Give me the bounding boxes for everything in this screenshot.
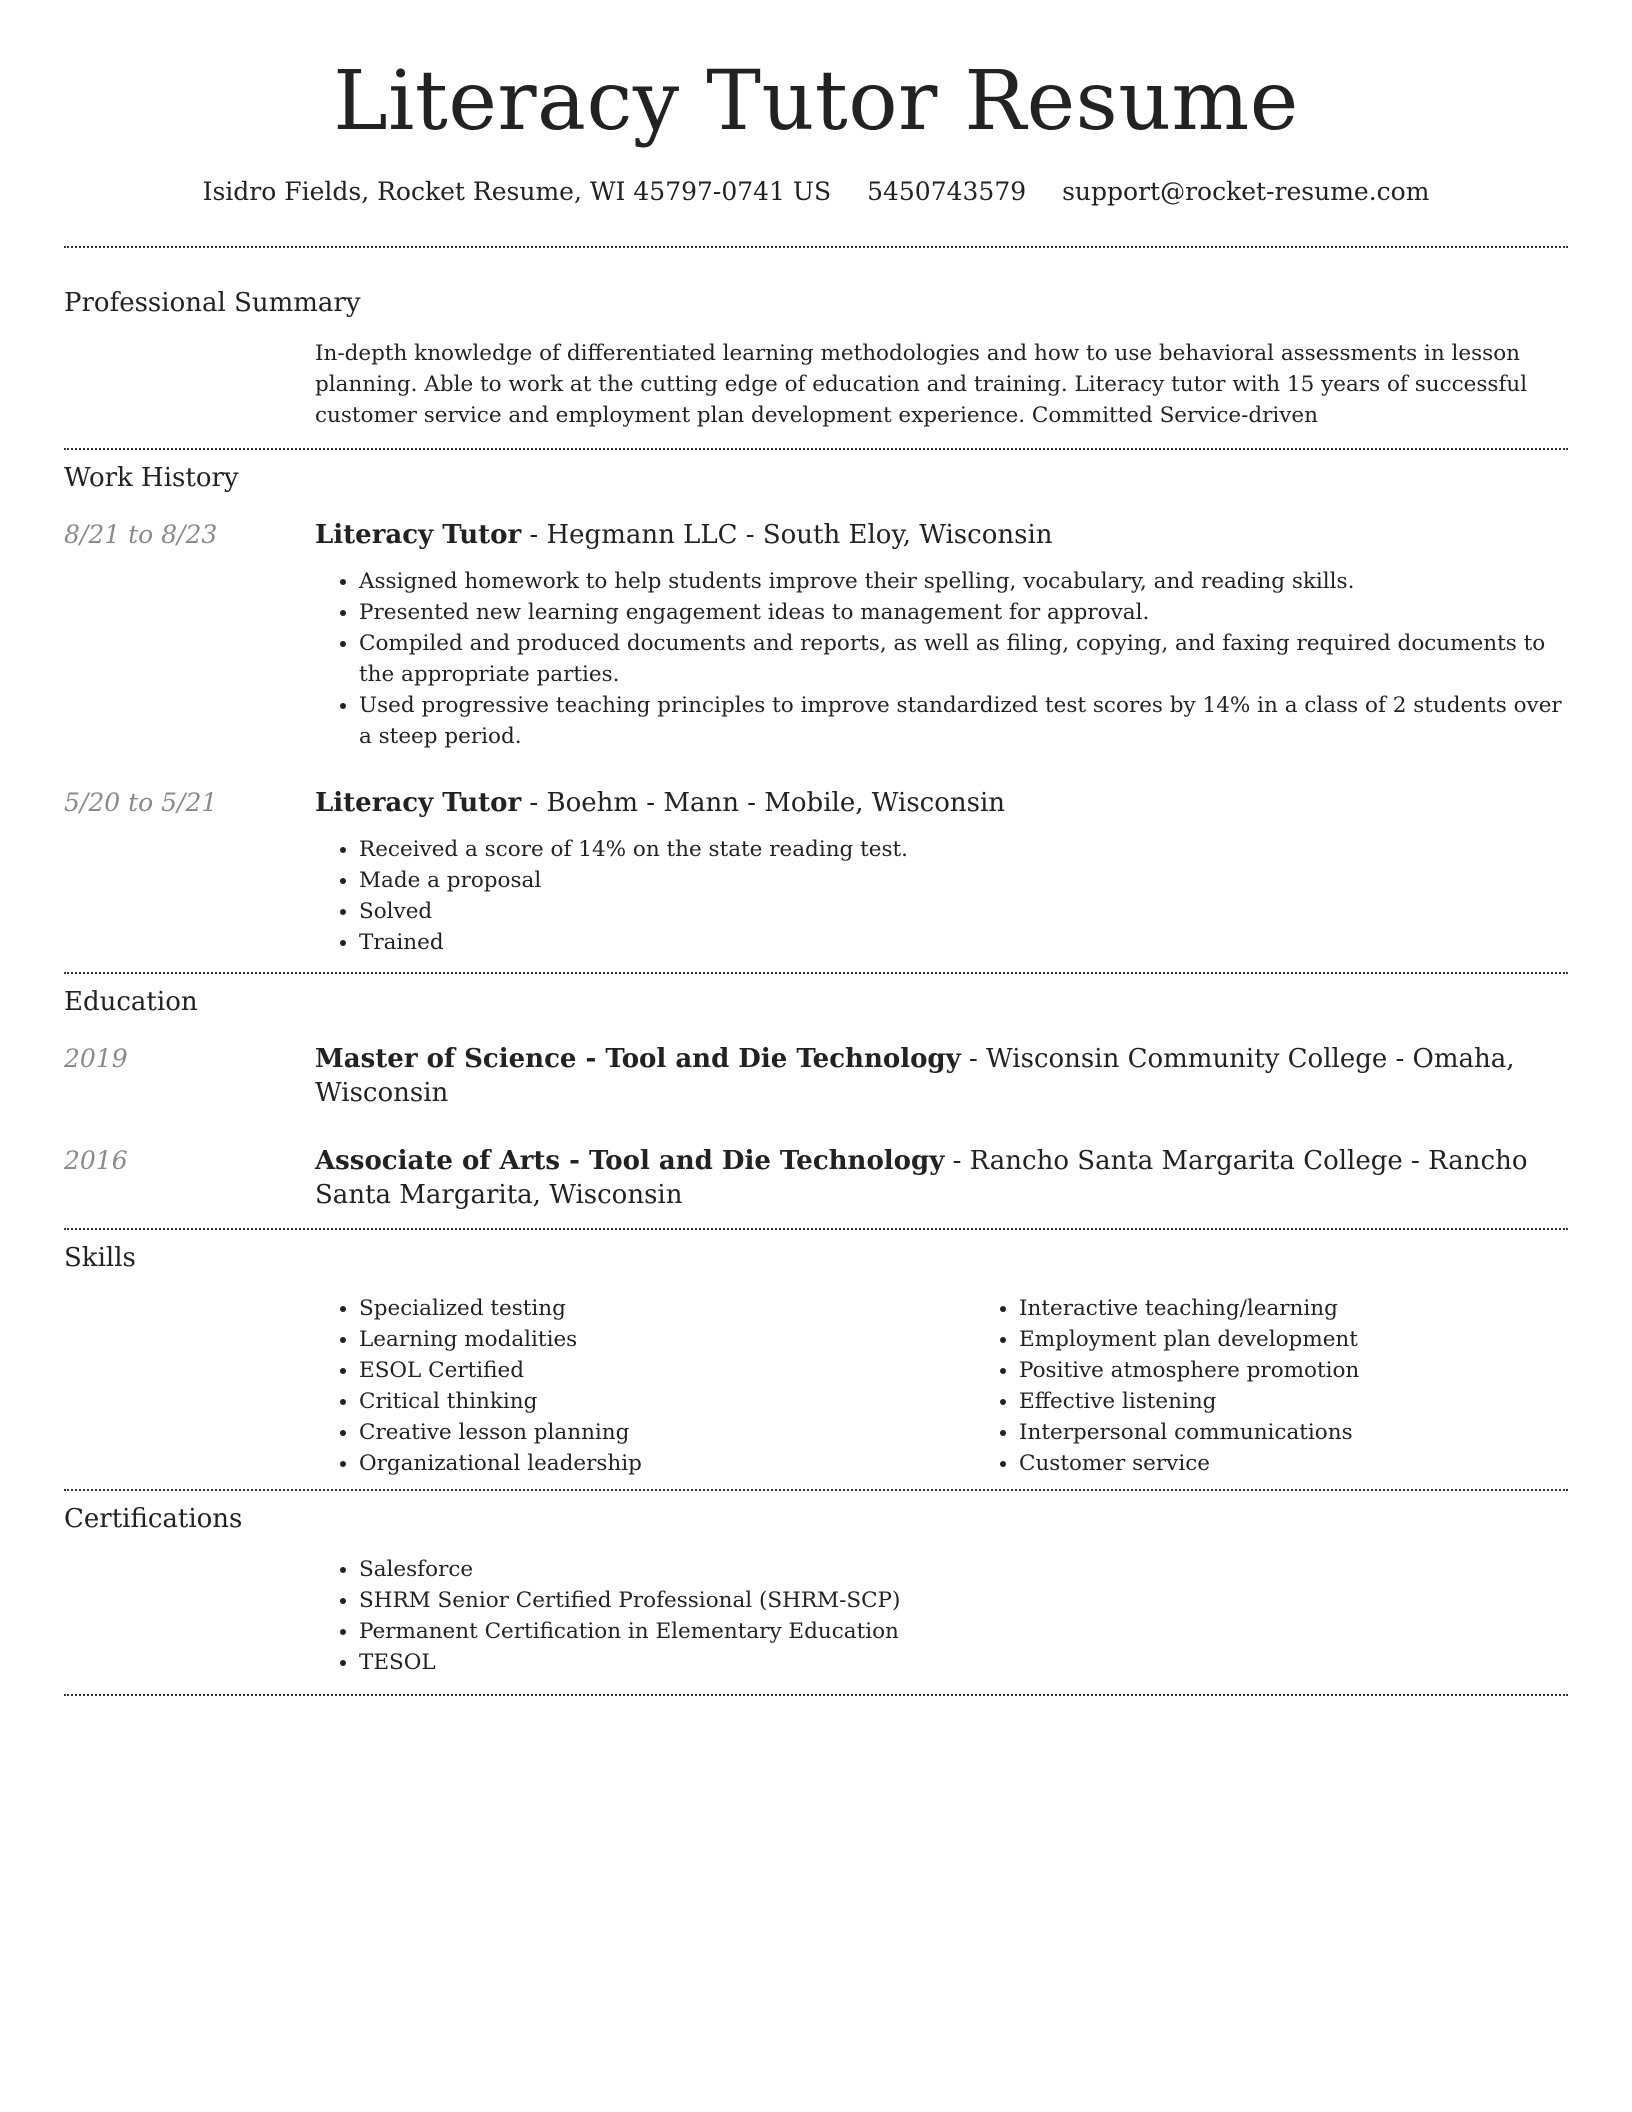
list-item: • Critical thinking: [359, 1386, 975, 1417]
list-item: • Interpersonal communications: [1019, 1417, 1632, 1448]
list-item: • Solved: [359, 896, 1568, 927]
section-divider: [64, 1228, 1568, 1230]
job-employer: - Hegmann LLC - South Eloy, Wisconsin: [521, 520, 1053, 550]
list-item: • Employment plan development: [1019, 1324, 1632, 1355]
education-degree: Master of Science - Tool and Die Technology: [315, 1044, 961, 1074]
certifications-heading: Certifications: [64, 1504, 243, 1534]
list-item: • Learning modalities: [359, 1324, 975, 1355]
section-divider: [64, 1489, 1568, 1491]
job-entry: [64, 518, 1568, 752]
job-heading: [315, 518, 1568, 552]
list-item: • Compiled and produced documents and reports, as well as filing, copying, and faxing required documents to the appropriate parties.: [359, 628, 1568, 690]
list-item: • Effective listening: [1019, 1386, 1632, 1417]
job-bullets: [315, 566, 1568, 752]
list-item: • Positive atmosphere promotion: [1019, 1355, 1632, 1386]
summary-text: In-depth knowledge of differentiated learning methodologies and how to use behavioral assessments in lesson planning. Able to work at the cutting edge of education and training. Literacy tutor with 15 years of successful customer service and employment plan development experience. Committed Service-driven: [315, 341, 1528, 428]
summary-row: [64, 338, 1568, 431]
job-title: Literacy Tutor: [315, 520, 522, 550]
job-dates: 5/20 to 5/21: [64, 788, 218, 817]
education-degree: Associate of Arts - Tool and Die Technology: [315, 1146, 945, 1176]
list-item: • TESOL: [359, 1647, 1568, 1678]
list-item: • Used progressive teaching principles to improve standardized test scores by 14% in a class of 2 students over a steep period.: [359, 690, 1568, 752]
job-dates: 8/21 to 8/23: [64, 520, 218, 549]
education-detail: [315, 1144, 1568, 1212]
list-item: • Interactive teaching/learning: [1019, 1293, 1632, 1324]
contact-email: support@rocket-resume.com: [1062, 177, 1430, 206]
section-divider: [64, 246, 1568, 248]
contact-line: [64, 174, 1568, 210]
summary-heading: Professional Summary: [64, 288, 361, 318]
skills-heading: Skills: [64, 1243, 136, 1273]
job-title: Literacy Tutor: [315, 788, 522, 818]
list-item: • Trained: [359, 927, 1568, 958]
job-employer: - Boehm - Mann - Mobile, Wisconsin: [521, 788, 1006, 818]
education-year: 2016: [64, 1146, 128, 1175]
skills-list-left: [315, 1293, 975, 1479]
resume-title: Literacy Tutor Resume: [333, 54, 1299, 149]
skills-list-right: [975, 1293, 1632, 1479]
list-item: • Presented new learning engagement ideas to management for approval.: [359, 597, 1568, 628]
list-item: • SHRM Senior Certified Professional (SHRM-SCP): [359, 1585, 1568, 1616]
contact-phone: 5450743579: [867, 177, 1027, 206]
education-school: - Wisconsin Community College - Omaha, Wisconsin: [315, 1044, 1515, 1108]
work-history-heading: Work History: [64, 463, 239, 493]
job-heading: [315, 786, 1568, 820]
list-item: • ESOL Certified: [359, 1355, 975, 1386]
list-item: • Salesforce: [359, 1554, 1568, 1585]
list-item: • Specialized testing: [359, 1293, 975, 1324]
list-item: • Customer service: [1019, 1448, 1632, 1479]
section-divider: [64, 1694, 1568, 1696]
list-item: • Organizational leadership: [359, 1448, 975, 1479]
certifications-row: [64, 1554, 1568, 1678]
job-bullets: [315, 834, 1568, 958]
section-divider: [64, 448, 1568, 450]
education-school: - Rancho Santa Margarita College - Rancho Santa Margarita, Wisconsin: [315, 1146, 1528, 1210]
education-heading: Education: [64, 987, 198, 1017]
section-divider: [64, 972, 1568, 974]
job-entry: [64, 786, 1568, 958]
list-item: • Permanent Certification in Elementary Education: [359, 1616, 1568, 1647]
education-year: 2019: [64, 1044, 128, 1073]
education-entry: [64, 1144, 1568, 1212]
list-item: • Made a proposal: [359, 865, 1568, 896]
list-item: • Received a score of 14% on the state reading test.: [359, 834, 1568, 865]
certifications-list: [315, 1554, 1568, 1678]
contact-address: Isidro Fields, Rocket Resume, WI 45797-0741 US: [202, 177, 832, 206]
skills-row: [64, 1293, 1568, 1479]
list-item: • Creative lesson planning: [359, 1417, 975, 1448]
skills-columns: [315, 1293, 1632, 1479]
list-item: • Assigned homework to help students improve their spelling, vocabulary, and reading skills.: [359, 566, 1568, 597]
education-entry: [64, 1042, 1568, 1110]
education-detail: [315, 1042, 1568, 1110]
